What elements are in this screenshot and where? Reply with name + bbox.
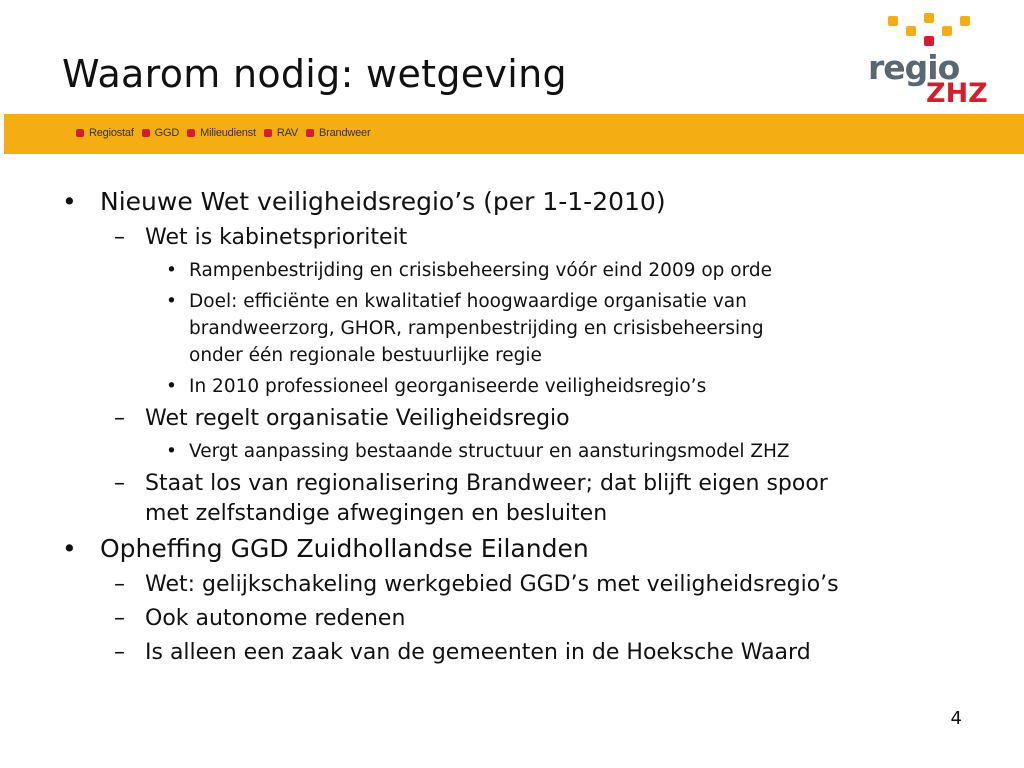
band-item — [264, 127, 298, 139]
bullet-level-2 — [62, 638, 1002, 668]
band-item — [76, 127, 134, 139]
bullet-level-3 — [62, 438, 1002, 465]
organization-list — [76, 127, 378, 139]
bullet-text: Nieuwe Wet veiligheidsregio’s (per 1-1-2010) — [100, 187, 666, 216]
logo-dot — [924, 36, 934, 46]
bullet-icon: • — [62, 534, 77, 563]
band-item-label: Brandweer — [319, 127, 371, 139]
logo-dot — [960, 16, 970, 26]
bullet-level-2 — [62, 604, 1002, 634]
bullet-text: In 2010 professioneel georganiseerde veiligheidsregio’s — [189, 376, 707, 397]
bullet-text: Staat los van regionalisering Brandweer; dat blijft eigen spoor met zelfstandige afwegingen en besluiten — [145, 471, 828, 526]
red-square-icon — [142, 129, 150, 137]
band-item-label: RAV — [276, 127, 299, 139]
bullet-icon: • — [166, 441, 177, 462]
page-number: 4 — [950, 708, 962, 729]
bullet-level-3 — [62, 373, 1002, 400]
band-item-label: GGD — [154, 127, 180, 139]
band-item-label: Milieudienst — [200, 127, 256, 139]
logo-word-regio: regio — [868, 48, 960, 87]
dash-icon: – — [114, 471, 125, 496]
bullet-text: Vergt aanpassing bestaande structuur en aansturingsmodel ZHZ — [189, 441, 790, 462]
dash-icon: – — [114, 406, 125, 431]
band-item — [306, 127, 370, 139]
bullet-level-2 — [62, 404, 1002, 434]
dash-icon: – — [114, 640, 125, 665]
slide-title: Waarom nodig: wetgeving — [62, 52, 567, 96]
band-item — [187, 127, 256, 139]
bullet-icon: • — [62, 187, 77, 216]
bullet-icon: • — [166, 291, 177, 312]
band-item — [142, 127, 179, 139]
logo-dot — [888, 16, 898, 26]
logo-dot — [942, 26, 952, 36]
dash-icon: – — [114, 225, 125, 250]
bullet-level-1 — [62, 533, 1002, 564]
bullet-icon: • — [166, 376, 177, 397]
bullet-level-2 — [62, 570, 1002, 600]
regio-zhz-logo — [862, 10, 992, 110]
bullet-text: Opheffing GGD Zuidhollandse Eilanden — [100, 534, 589, 563]
red-square-icon — [264, 129, 272, 137]
bullet-text: Wet: gelijkschakeling werkgebied GGD’s met veiligheidsregio’s — [145, 572, 839, 597]
organization-band — [4, 114, 1024, 154]
logo-dot — [924, 13, 934, 23]
dash-icon: – — [114, 606, 125, 631]
band-item-label: Regiostaf — [89, 127, 134, 139]
logo-dot — [906, 26, 916, 36]
bullet-text: Wet is kabinetsprioriteit — [145, 225, 408, 250]
bullet-level-1 — [62, 186, 1002, 217]
bullet-level-2 — [62, 223, 1002, 253]
bullet-level-2 — [62, 469, 1002, 529]
bullet-level-3 — [62, 288, 1002, 369]
bullet-text: Doel: efficiënte en kwalitatief hoogwaardige organisatie van brandweerzorg, GHOR, rampenbestrijding en crisisbeheersing onder één regionale bestuurlijke regie — [189, 291, 764, 366]
bullet-text: Ook autonome redenen — [145, 606, 406, 631]
bullet-text: Rampenbestrijding en crisisbeheersing vóór eind 2009 op orde — [189, 260, 773, 281]
red-square-icon — [76, 129, 84, 137]
red-square-icon — [187, 129, 195, 137]
bullet-text: Wet regelt organisatie Veiligheidsregio — [145, 406, 570, 431]
bullet-text: Is alleen een zaak van de gemeenten in de Hoeksche Waard — [145, 640, 811, 665]
logo-word-zhz: ZHZ — [926, 78, 988, 109]
dash-icon: – — [114, 572, 125, 597]
bullet-level-3 — [62, 257, 1002, 284]
bullet-icon: • — [166, 260, 177, 281]
bullet-list — [62, 186, 1002, 672]
red-square-icon — [306, 129, 314, 137]
